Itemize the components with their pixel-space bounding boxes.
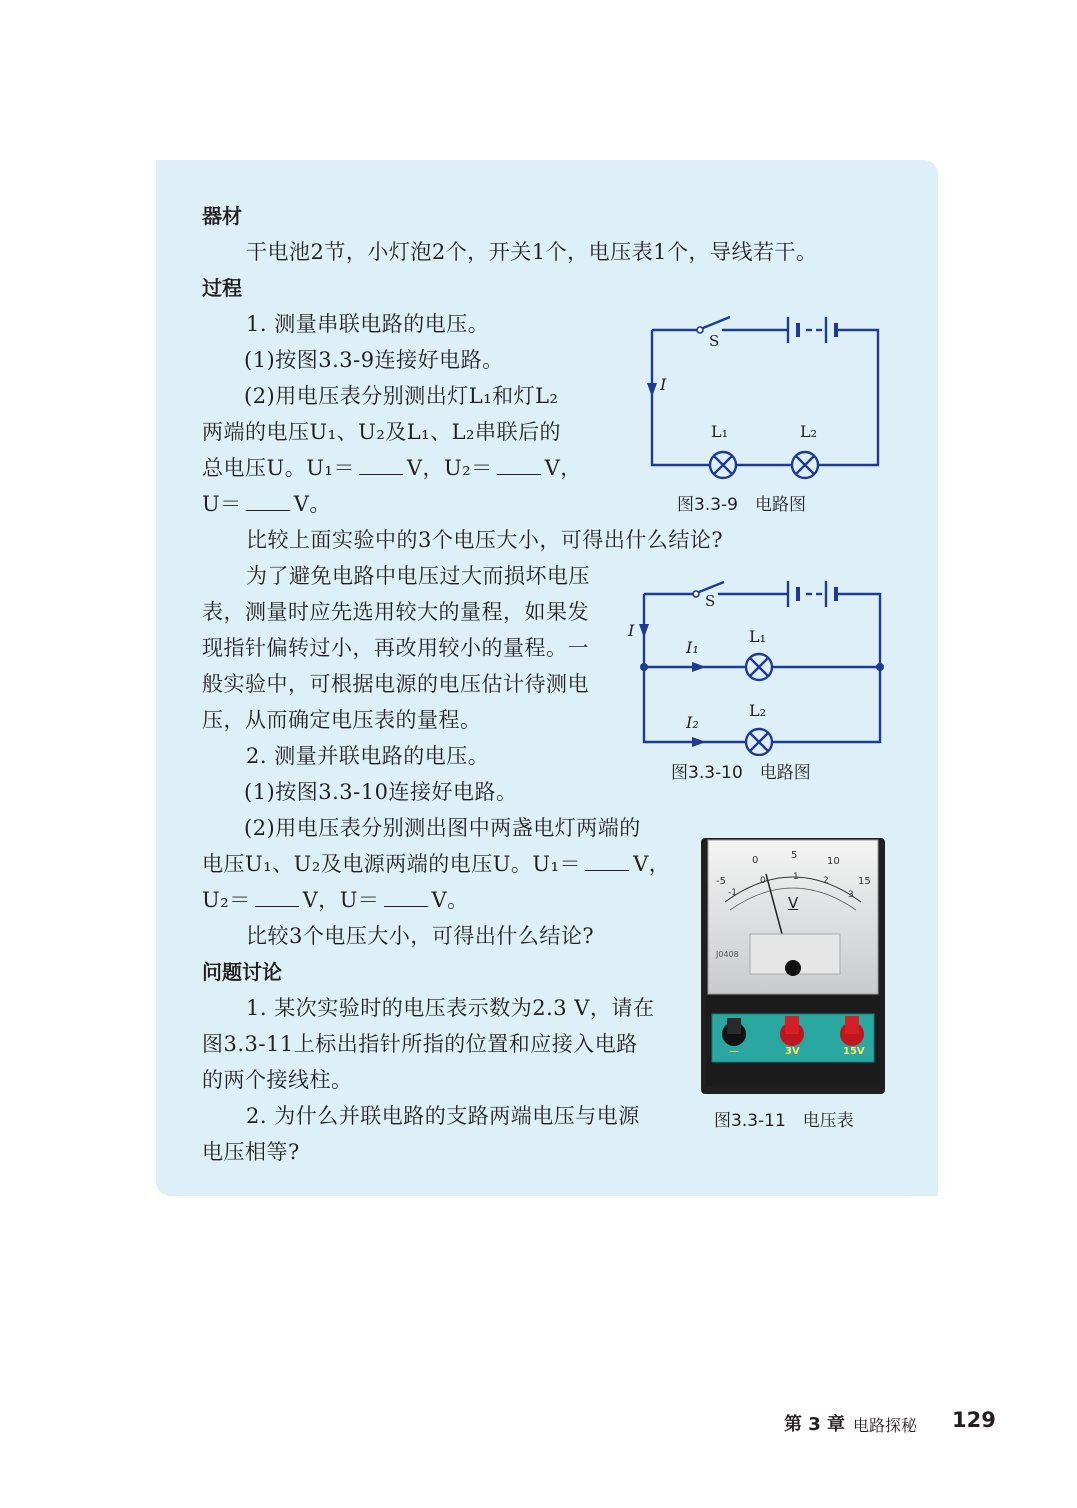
switch-label: S	[705, 592, 716, 610]
step2-sub2-line3	[202, 882, 469, 918]
voltmeter-model: J0408	[716, 950, 739, 959]
process-heading: 过程	[202, 276, 242, 300]
text-fragment: V。	[293, 492, 331, 516]
step1-title: 1. 测量串联电路的电压。	[246, 312, 490, 336]
tip-line: 压，从而确定电压表的量程。	[202, 708, 482, 732]
lamp-label-l1: L₁	[711, 422, 729, 441]
text-fragment: U＝	[202, 492, 242, 516]
discussion-q2-line2: 电压相等?	[202, 1140, 300, 1164]
text-fragment: V，U＝	[302, 888, 380, 912]
step2-title: 2. 测量并联电路的电压。	[246, 744, 490, 768]
tip-line: 现指针偏转过小，再改用较小的量程。一	[202, 636, 589, 660]
text-fragment: U₂＝	[202, 888, 251, 912]
scale-top-10: 10	[827, 856, 840, 867]
tip-line: 表，测量时应先选用较大的量程，如果发	[202, 600, 589, 624]
current-label: I	[660, 375, 667, 394]
scale-bottom-3: 3	[848, 890, 854, 900]
lamp-label-l1: L₁	[749, 627, 767, 646]
discussion-q1-line3: 的两个接线柱。	[202, 1068, 353, 1092]
text-fragment: V，	[544, 456, 582, 480]
step1-sub2-line3	[202, 450, 582, 486]
branch-current-label-i1: I₁	[686, 638, 699, 657]
step1-sub2-line1: (2)用电压表分别测出灯L₁和灯L₂	[244, 384, 559, 408]
step2-sub2-line2	[202, 846, 670, 882]
current-label: I	[628, 621, 635, 640]
terminal-label-3v: 3V	[785, 1046, 800, 1057]
equipment-heading: 器材	[202, 204, 242, 228]
series-circuit-diagram	[640, 305, 890, 485]
page-number: 129	[952, 1408, 996, 1432]
text-fragment: V，	[633, 852, 671, 876]
step2-sub1: (1)按图3.3-10连接好电路。	[244, 780, 518, 804]
voltmeter-unit: V	[788, 894, 799, 912]
answer-blank-u[interactable]	[384, 888, 428, 907]
scale-bottom-1: 1	[793, 872, 799, 882]
discussion-q1-line1: 1. 某次实验时的电压表示数为2.3 V，请在	[246, 996, 655, 1020]
step2-compare: 比较3个电压大小，可得出什么结论?	[246, 924, 595, 948]
step1-sub2-line2: 两端的电压U₁、U₂及L₁、L₂串联后的	[202, 420, 561, 444]
tip-line: 般实验中，可根据电源的电压估计待测电	[202, 672, 589, 696]
switch-label: S	[709, 332, 720, 350]
discussion-heading: 问题讨论	[202, 960, 282, 984]
parallel-circuit-diagram	[636, 574, 888, 756]
answer-blank-u2[interactable]	[255, 888, 299, 907]
scale-top-15: 15	[858, 876, 871, 887]
footer-chapter: 第 3 章	[784, 1414, 846, 1435]
step1-sub2-line4	[202, 486, 331, 522]
lamp-label-l2: L₂	[749, 701, 767, 720]
tip-line: 为了避免电路中电压过大而损坏电压	[246, 564, 590, 588]
scale-top-0: 0	[752, 855, 759, 866]
scale-left-label: -5	[716, 876, 726, 887]
step1-sub1: (1)按图3.3-9连接好电路。	[244, 348, 504, 372]
text-fragment: V，U₂＝	[406, 456, 493, 480]
step2-sub2-line1: (2)用电压表分别测出图中两盏电灯两端的	[244, 816, 641, 840]
step1-compare: 比较上面实验中的3个电压大小，可得出什么结论?	[246, 528, 724, 552]
figure-caption-3-3-11: 图3.3-11 电压表	[714, 1111, 854, 1131]
text-fragment: 电压U₁、U₂及电源两端的电压U。U₁＝	[202, 852, 582, 876]
discussion-q1-line2: 图3.3-11上标出指针所指的位置和应接入电路	[202, 1032, 638, 1056]
footer-chapter-title: 电路探秘	[853, 1416, 918, 1435]
answer-blank-u1[interactable]	[585, 852, 629, 871]
text-fragment: 总电压U。U₁＝	[202, 456, 355, 480]
scale-bottom-0: 0	[760, 876, 766, 886]
answer-blank-u2[interactable]	[497, 456, 541, 475]
branch-current-label-i2: I₂	[686, 713, 699, 732]
text-fragment: V。	[431, 888, 469, 912]
terminal-label-15v: 15V	[843, 1046, 865, 1057]
scale-top-5: 5	[791, 850, 798, 861]
lamp-label-l2: L₂	[800, 422, 818, 441]
discussion-q2-line1: 2. 为什么并联电路的支路两端电压与电源	[246, 1104, 640, 1128]
scale-bottom-m1: -1	[728, 888, 737, 898]
equipment-text: 干电池2节，小灯泡2个，开关1个，电压表1个，导线若干。	[246, 240, 818, 264]
scale-bottom-2: 2	[823, 876, 829, 886]
figure-caption-3-3-9: 图3.3-9 电路图	[677, 495, 806, 515]
figure-caption-3-3-10: 图3.3-10 电路图	[671, 763, 811, 783]
terminal-label-negative: —	[729, 1046, 739, 1057]
answer-blank-u1[interactable]	[359, 456, 403, 475]
answer-blank-u[interactable]	[246, 492, 290, 511]
